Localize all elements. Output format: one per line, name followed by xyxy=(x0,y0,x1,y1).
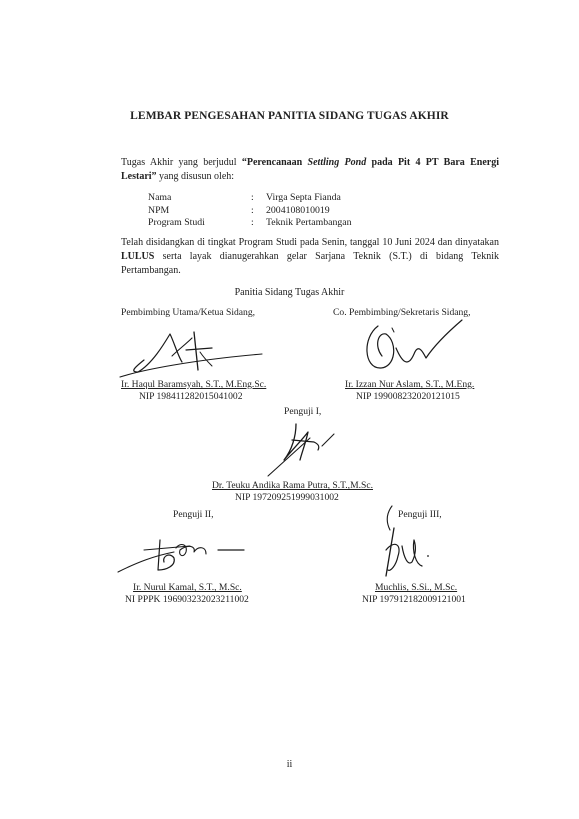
page-title: LEMBAR PENGESAHAN PANITIA SIDANG TUGAS AKHIR xyxy=(130,110,449,122)
nip-sekretaris: NIP 199008232020121015 xyxy=(356,391,460,402)
signature-penguji2 xyxy=(114,522,254,578)
result-status: LULUS xyxy=(121,251,155,262)
nip-ketua: NIP 198411282015041002 xyxy=(139,391,243,402)
intro-paragraph xyxy=(121,156,499,184)
nip-penguji1: NIP 197209251999031002 xyxy=(235,492,339,503)
nip-penguji3: NIP 197912182009121001 xyxy=(362,594,466,605)
role-penguji2: Penguji II, xyxy=(173,509,214,520)
page-number: ii xyxy=(286,759,293,770)
name-penguji3: Muchlis, S.Si., M.Sc. xyxy=(375,582,458,593)
student-info xyxy=(148,192,352,230)
name-ketua: Ir. Haqul Baramsyah, S.T., M.Eng.Sc. xyxy=(121,379,267,390)
name-penguji2: Ir. Nurul Kamal, S.T., M.Sc. xyxy=(133,582,242,593)
signature-sekretaris xyxy=(352,312,472,374)
name-sekretaris: Ir. Izzan Nur Aslam, S.T., M.Eng. xyxy=(345,379,475,390)
signature-penguji1 xyxy=(262,420,362,478)
info-row-program: Program Studi : Teknik Pertambangan xyxy=(148,217,352,228)
result-paragraph: Telah disidangkan di tingkat Program Studi pada Senin, tanggal 10 Juni 2024 dan dinyatakan LULUS serta layak dianugerahkan gelar Sarjana Teknik (S.T.) di bidang Teknik Pertambangan. xyxy=(121,237,499,276)
role-penguji3: Penguji III, xyxy=(398,509,442,520)
committee-heading: Panitia Sidang Tugas Akhir xyxy=(234,287,345,298)
intro-suffix: yang disusun oleh: xyxy=(156,171,235,182)
intro-prefix: Tugas Akhir yang berjudul xyxy=(121,157,242,168)
name-penguji1: Dr. Teuku Andika Rama Putra, S.T.,M.Sc. xyxy=(212,480,373,491)
signature-ketua xyxy=(112,322,272,384)
info-row-npm: NPM : 2004108010019 xyxy=(148,204,330,216)
info-row-name: Nama : Virga Septa Fianda xyxy=(148,192,341,203)
thesis-title: “Perencanaan Settling Pond pada Pit 4 PT Bara Energi Lestari” xyxy=(121,157,499,182)
role-ketua: Pembimbing Utama/Ketua Sidang, xyxy=(121,307,256,318)
signature-penguji3 xyxy=(372,500,462,582)
role-sekretaris: Co. Pembimbing/Sekretaris Sidang, xyxy=(333,307,471,318)
nip-penguji2: NI PPPK 196903232023211002 xyxy=(125,594,249,605)
role-penguji1: Penguji I, xyxy=(284,406,322,417)
